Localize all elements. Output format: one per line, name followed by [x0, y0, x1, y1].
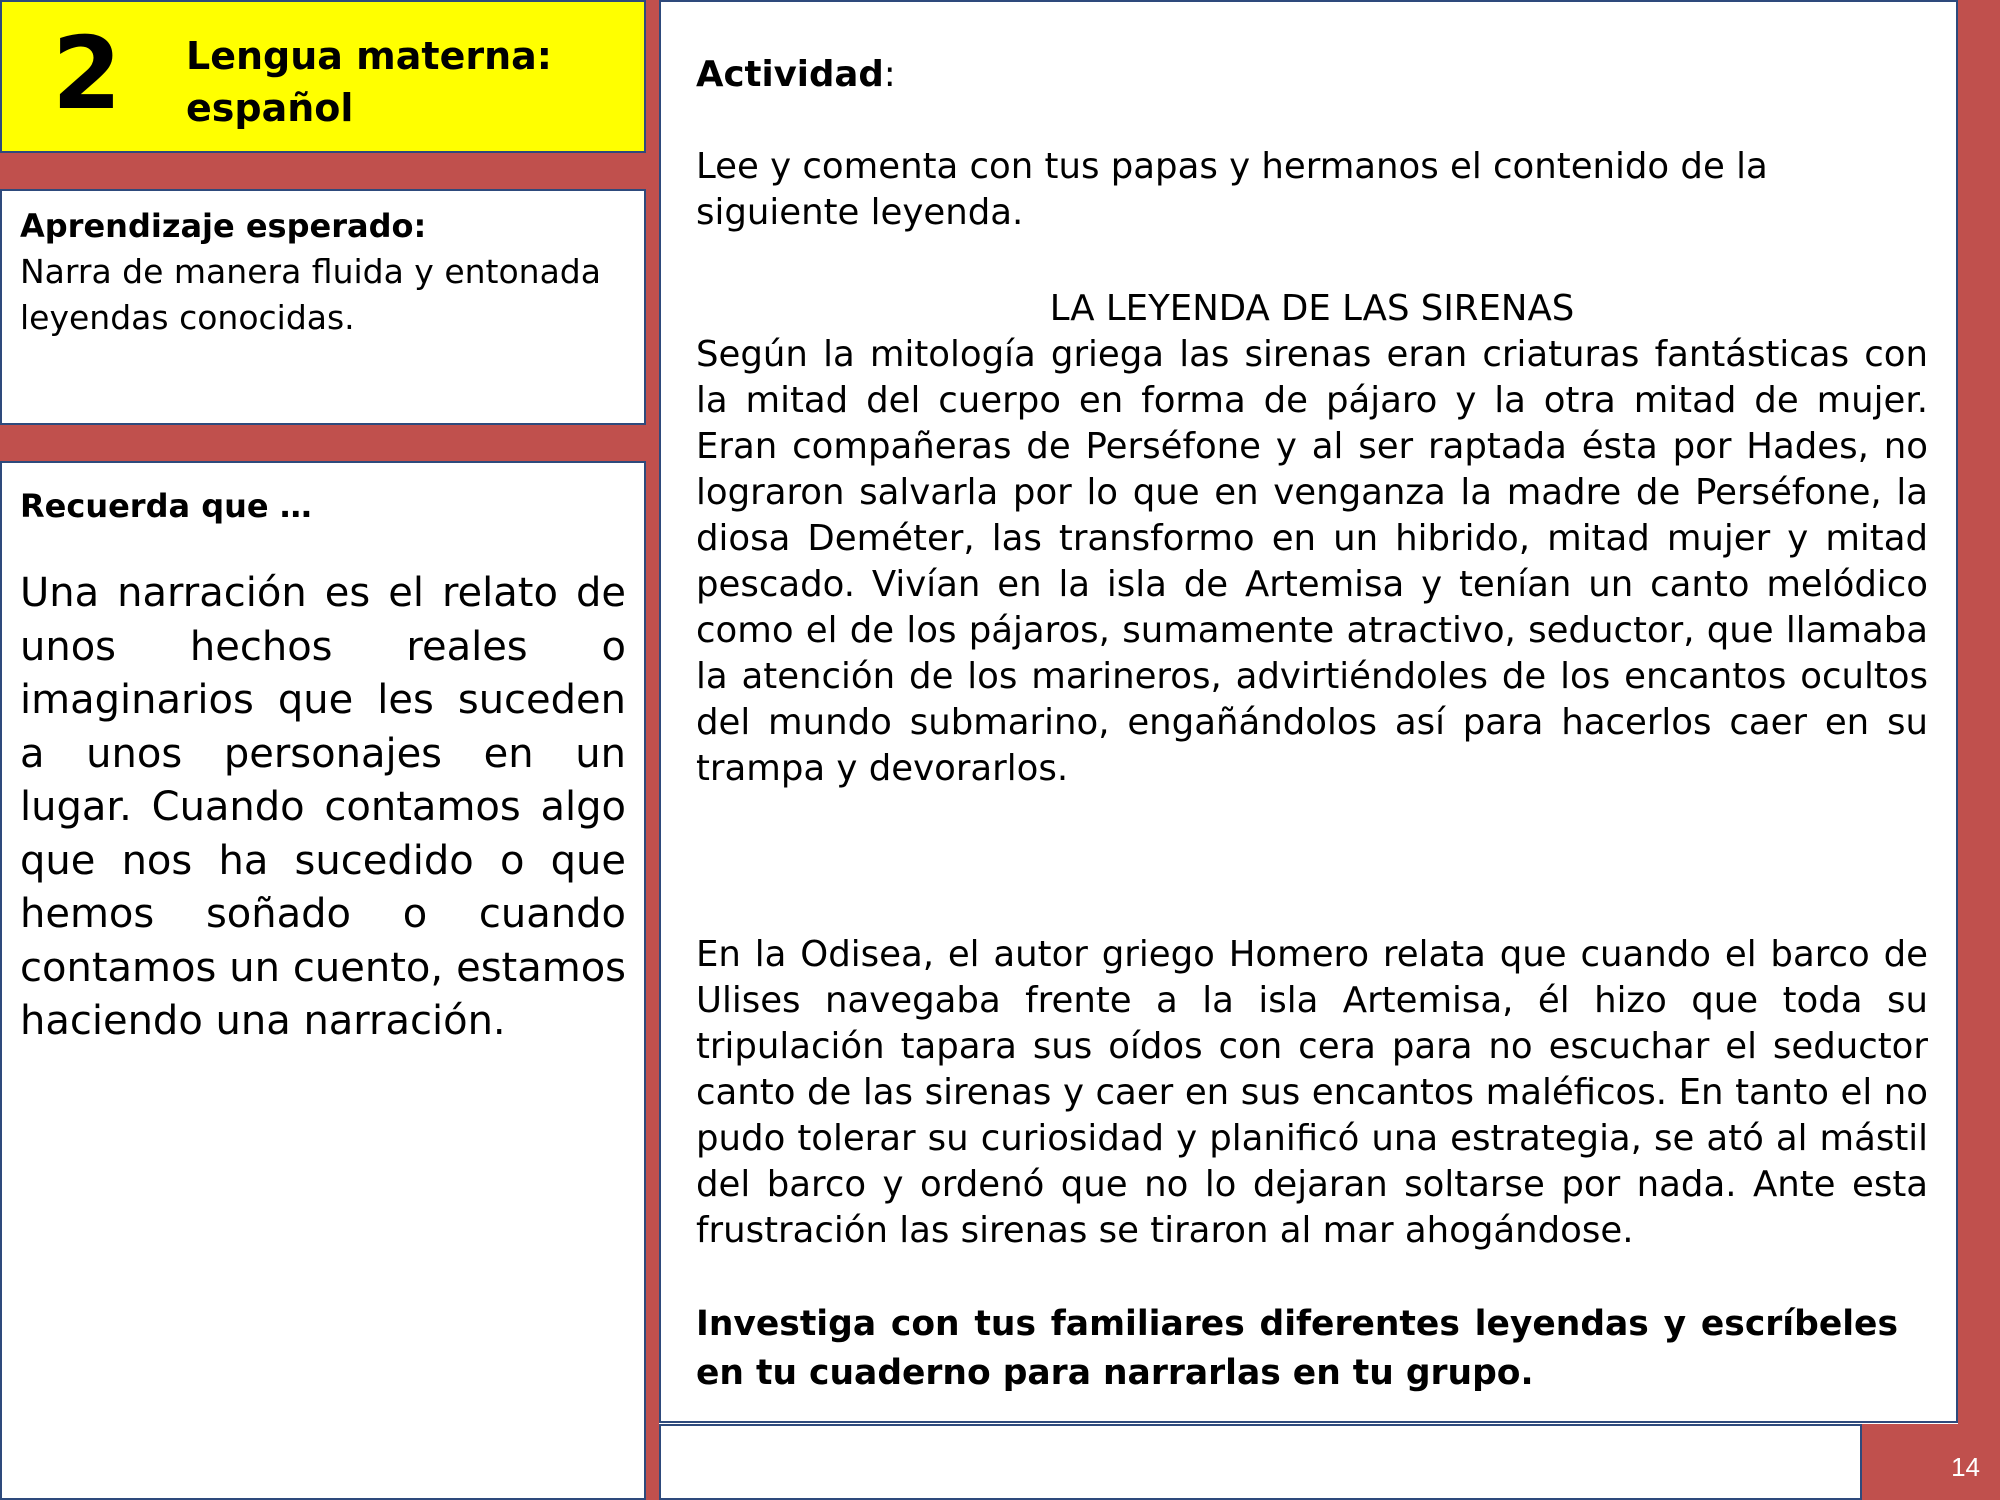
- page-number-box: [1862, 1424, 2000, 1500]
- legend-paragraph-1: Según la mitología griega las sirenas eran criaturas fantásticas con la mitad del cuerpo en forma de pájaro y la otra mitad de mujer. Eran compañeras de Perséfone y al ser raptada ésta por Hades, no lograron salvarla por lo que en venganza la madre de Perséfone, la diosa Deméter, las transformo en un hibrido, mitad mujer y mitad pescado. Vivían en la isla de Artemisa y tenían un canto melódico como el de los pájaros, sumamente atractivo, seductor, que llamaba la atención de los marineros, advirtiéndoles de los encantos ocultos del mundo submarino, engañándolos así para hacerlos caer en su trampa y devorarlos.: [696, 334, 1928, 789]
- frame-band-middle-left: [0, 425, 659, 461]
- activity-label: [696, 52, 1928, 98]
- expected-learning-panel: [0, 189, 646, 425]
- activity-label-colon: :: [883, 54, 896, 95]
- lesson-number: 2: [52, 15, 122, 132]
- remember-text: Una narración es el relato de unos hechos reales o imaginarios que les suceden a unos personajes en un lugar. Cuando contamos algo que nos ha sucedido o que hemos soñado o cuando contamos un cuento, estamos haciendo una narración.: [20, 570, 626, 1044]
- activity-task: Investiga con tus familiares diferentes leyendas y escríbeles en tu cuaderno para narrarlas en tu grupo.: [696, 1304, 1898, 1393]
- subject-title-line2: español: [186, 86, 354, 130]
- activity-label-text: Actividad: [696, 54, 884, 95]
- legend-paragraph-2: En la Odisea, el autor griego Homero relata que cuando el barco de Ulises navegaba frente a la isla Artemisa, él hizo que toda su tripulación tapara sus oídos con cera para no escuchar el seductor canto de las sirenas y caer en sus encantos maléficos. En tanto el no pudo tolerar su curiosidad y planificó una estrategia, se ató al mástil del barco y ordenó que no lo dejaran soltarse por nada. Ante esta frustración las sirenas se tiraron al mar ahogándose.: [696, 934, 1928, 1251]
- legend-title: LA LEYENDA DE LAS SIRENAS: [1049, 288, 1575, 329]
- subject-title: [186, 30, 626, 134]
- lesson-header: [0, 0, 646, 153]
- remember-panel: [0, 461, 646, 1500]
- expected-learning-heading: Aprendizaje esperado:: [20, 207, 427, 245]
- frame-right-edge: [1958, 0, 2000, 1424]
- subject-title-line1: Lengua materna:: [186, 34, 552, 78]
- frame-divider-vertical: [646, 0, 659, 1500]
- remember-heading: Recuerda que …: [20, 487, 312, 525]
- footer-bar: [659, 1424, 1862, 1500]
- expected-learning-text: Narra de manera fluida y entonada leyendas conocidas.: [20, 252, 601, 337]
- page-number: 14: [1951, 1452, 1980, 1482]
- activity-intro: Lee y comenta con tus papas y hermanos el contenido de la siguiente leyenda.: [696, 146, 1768, 233]
- activity-panel: [659, 0, 1958, 1423]
- frame-band-top-left: [0, 153, 659, 189]
